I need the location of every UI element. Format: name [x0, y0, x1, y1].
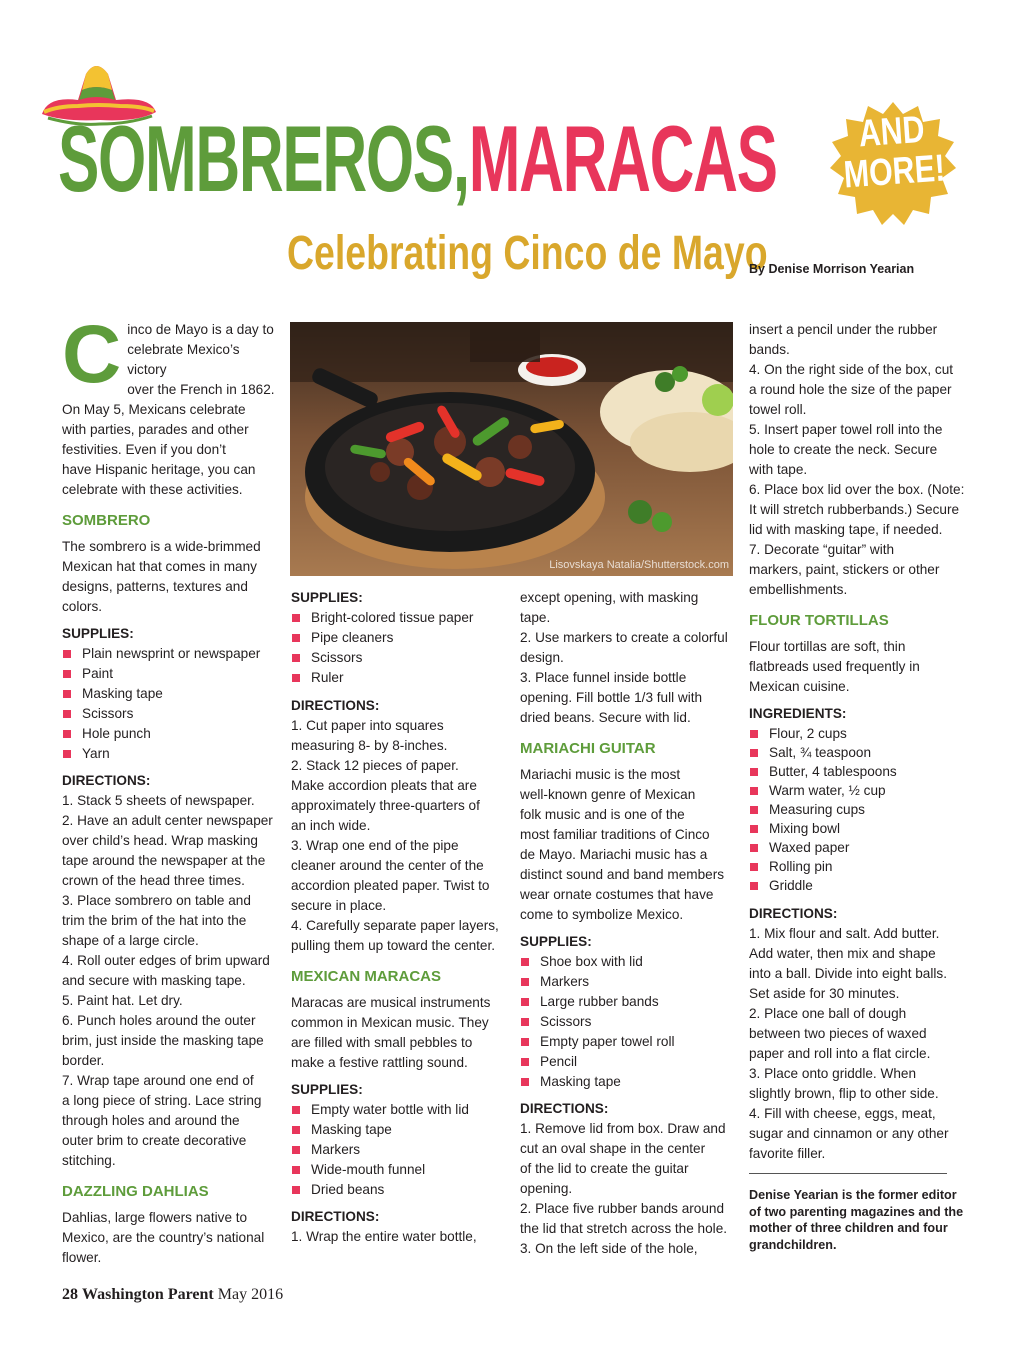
body-line: 2. Stack 12 pieces of paper.	[291, 758, 459, 773]
section-heading-sombrero: SOMBRERO	[62, 512, 151, 529]
body-line: dried beans. Secure with lid.	[520, 710, 691, 725]
badge-text	[825, 108, 960, 197]
list-item: Empty paper towel roll	[520, 1032, 742, 1052]
body-line: 1. Remove lid from box. Draw and	[520, 1121, 726, 1136]
title-part-2: MARACAS	[468, 106, 777, 211]
title-part-1: SOMBREROS,	[58, 106, 469, 211]
body-line: Add water, then mix and shape	[749, 946, 936, 961]
body-line: shape of a large circle.	[62, 933, 199, 948]
body-line: sugar and cinnamon or any other	[749, 1126, 949, 1141]
body-line: 4. Fill with cheese, eggs, meat,	[749, 1106, 936, 1121]
directions-label: DIRECTIONS:	[749, 906, 838, 921]
body-line: Dahlias, large flowers native to	[62, 1210, 248, 1225]
column-2	[291, 588, 513, 1247]
intro-line: inco de Mayo is a day to	[127, 322, 274, 337]
supplies-label: SUPPLIES:	[291, 590, 363, 605]
section-heading-maracas: MEXICAN MARACAS	[291, 968, 441, 985]
body-line: 3. Place funnel inside bottle	[520, 670, 687, 685]
supplies-list	[62, 644, 278, 764]
body-line: an inch wide.	[291, 818, 371, 833]
author-bio: Denise Yearian is the former editor of two parenting magazines and the mother of three children and four grandchildren.	[749, 1188, 964, 1252]
list-item: Empty water bottle with lid	[291, 1100, 513, 1120]
body-line: with tape.	[749, 462, 808, 477]
body-line: approximately three-quarters of	[291, 798, 480, 813]
body-line: opening. Fill bottle 1/3 full with	[520, 690, 703, 705]
body-line: bands.	[749, 342, 790, 357]
body-line: It will stretch rubberbands.) Secure	[749, 502, 960, 517]
body-line: opening.	[520, 1181, 573, 1196]
body-line: 2. Have an adult center newspaper	[62, 813, 273, 828]
list-item: Markers	[520, 972, 742, 992]
body-line: flatbreads used frequently in	[749, 659, 920, 674]
body-line: distinct sound and band members	[520, 867, 725, 882]
body-line: embellishments.	[749, 582, 848, 597]
body-line: and secure with masking tape.	[62, 973, 246, 988]
list-item: Scissors	[520, 1012, 742, 1032]
body-line: trim the brim of the hat into the	[62, 913, 247, 928]
supplies-list	[291, 1100, 513, 1200]
photo-credit: Lisovskaya Natalia/Shutterstock.com	[549, 559, 729, 571]
body-line: stitching.	[62, 1153, 116, 1168]
list-item: Wide-mouth funnel	[291, 1160, 513, 1180]
body-line: well-known genre of Mexican	[520, 787, 696, 802]
intro-line: On May 5, Mexicans celebrate	[62, 402, 246, 417]
list-item: Mixing bowl	[749, 819, 979, 838]
list-item: Masking tape	[520, 1072, 742, 1092]
list-item: Bright-colored tissue paper	[291, 608, 513, 628]
directions-label: DIRECTIONS:	[62, 773, 151, 788]
list-item: Pencil	[520, 1052, 742, 1072]
list-item: Salt, ¾ teaspoon	[749, 743, 979, 762]
body-line: slightly brown, flip to other side.	[749, 1086, 939, 1101]
body-line: over child’s head. Wrap masking	[62, 833, 258, 848]
body-line: 6. Place box lid over the box. (Note:	[749, 482, 965, 497]
directions-label: DIRECTIONS:	[291, 698, 380, 713]
body-line: The sombrero is a wide-brimmed	[62, 539, 261, 554]
list-item: Griddle	[749, 876, 979, 895]
list-item: Shoe box with lid	[520, 952, 742, 972]
body-line: outer brim to create decorative	[62, 1133, 247, 1148]
body-line: the lid that stretch across the hole.	[520, 1221, 728, 1236]
body-line: 5. Paint hat. Let dry.	[62, 993, 183, 1008]
list-item: Ruler	[291, 668, 513, 688]
body-line: make a festive rattling sound.	[291, 1055, 468, 1070]
body-line: Mariachi music is the most	[520, 767, 681, 782]
article-title	[58, 106, 777, 211]
body-line: 2. Place five rubber bands around	[520, 1201, 725, 1216]
body-line: secure in place.	[291, 898, 387, 913]
body-line: 6. Punch holes around the outer	[62, 1013, 256, 1028]
body-line: 4. On the right side of the box, cut	[749, 362, 954, 377]
supplies-list	[520, 952, 742, 1092]
page-number: 28	[62, 1286, 78, 1303]
body-line: through holes and around the	[62, 1113, 240, 1128]
body-line: brim, just inside the masking tape	[62, 1033, 264, 1048]
body-line: 7. Decorate “guitar” with	[749, 542, 895, 557]
body-line: cut an oval shape in the center	[520, 1141, 706, 1156]
badge-line-1: AND	[857, 108, 926, 156]
dropcap: C	[62, 309, 122, 400]
body-line: designs, patterns, textures and	[62, 579, 248, 594]
body-line: Flour tortillas are soft, thin	[749, 639, 906, 654]
body-line: towel roll.	[749, 402, 807, 417]
body-line: 1. Cut paper into squares	[291, 718, 444, 733]
ingredients-list	[749, 724, 979, 895]
body-line: 1. Mix flour and salt. Add butter.	[749, 926, 940, 941]
supplies-label: SUPPLIES:	[62, 626, 134, 641]
article-subtitle: Celebrating Cinco de Mayo	[287, 227, 768, 280]
body-line: 2. Use markers to create a colorful	[520, 630, 728, 645]
directions-label: DIRECTIONS:	[520, 1101, 609, 1116]
body-line: 5. Insert paper towel roll into the	[749, 422, 943, 437]
list-item: Scissors	[62, 704, 278, 724]
list-item: Dried beans	[291, 1180, 513, 1200]
list-item: Warm water, ½ cup	[749, 781, 979, 800]
body-line: wear ornate costumes that have	[520, 887, 714, 902]
intro-line: celebrate with these activities.	[62, 482, 243, 497]
column-1	[62, 309, 278, 1268]
body-line: 1. Wrap the entire water bottle,	[291, 1229, 477, 1244]
body-line: 3. Wrap one end of the pipe	[291, 838, 459, 853]
body-line: Mexico, are the country’s national	[62, 1230, 265, 1245]
section-heading-dahlias: DAZZLING DAHLIAS	[62, 1183, 209, 1200]
body-line: colors.	[62, 599, 103, 614]
body-line: Maracas are musical instruments	[291, 995, 491, 1010]
body-line: 4. Carefully separate paper layers,	[291, 918, 499, 933]
body-line: crown of the head three times.	[62, 873, 245, 888]
intro-line: festivities. Even if you don’t	[62, 442, 226, 457]
body-line: common in Mexican music. They	[291, 1015, 489, 1030]
list-item: Masking tape	[62, 684, 278, 704]
intro-paragraph	[62, 309, 278, 500]
body-line: a round hole the size of the paper	[749, 382, 952, 397]
body-line: tape around the newspaper at the	[62, 853, 266, 868]
column-4	[749, 320, 979, 1164]
list-item: Rolling pin	[749, 857, 979, 876]
body-line: insert a pencil under the rubber	[749, 322, 938, 337]
body-line: 7. Wrap tape around one end of	[62, 1073, 254, 1088]
supplies-list	[291, 608, 513, 688]
body-line: border.	[62, 1053, 105, 1068]
body-line: pulling them up toward the center.	[291, 938, 496, 953]
body-line: 4. Roll outer edges of brim upward	[62, 953, 270, 968]
body-line: measuring 8- by 8-inches.	[291, 738, 448, 753]
body-line: between two pieces of waxed	[749, 1026, 927, 1041]
body-line: de Mayo. Mariachi music has a	[520, 847, 708, 862]
divider	[749, 1173, 947, 1174]
body-line: Mexican hat that comes in many	[62, 559, 257, 574]
body-line: markers, paint, stickers or other	[749, 562, 940, 577]
column-3	[520, 588, 742, 1259]
body-line: 1. Stack 5 sheets of newspaper.	[62, 793, 255, 808]
section-heading-guitar: MARIACHI GUITAR	[520, 740, 656, 757]
body-line: accordion pleated paper. Twist to	[291, 878, 490, 893]
fajitas-image	[290, 322, 733, 576]
fajitas-photo	[290, 322, 733, 576]
publication-name: Washington Parent	[82, 1286, 214, 1303]
issue-date: May 2016	[217, 1286, 284, 1303]
body-line: 3. On the left side of the hole,	[520, 1241, 698, 1256]
body-line: design.	[520, 650, 564, 665]
byline: By Denise Morrison Yearian	[749, 262, 915, 276]
directions-label: DIRECTIONS:	[291, 1209, 380, 1224]
body-line: flower.	[62, 1250, 102, 1265]
list-item: Waxed paper	[749, 838, 979, 857]
body-line: 3. Place onto griddle. When	[749, 1066, 917, 1081]
body-line: come to symbolize Mexico.	[520, 907, 684, 922]
body-line: a long piece of string. Lace string	[62, 1093, 262, 1108]
body-line: folk music and is one of the	[520, 807, 685, 822]
body-line: Make accordion pleats that are	[291, 778, 477, 793]
list-item: Scissors	[291, 648, 513, 668]
body-line: lid with masking tape, if needed.	[749, 522, 943, 537]
badge-line-2: MORE!	[842, 147, 947, 197]
page-footer	[62, 1286, 283, 1304]
list-item: Pipe cleaners	[291, 628, 513, 648]
list-item: Large rubber bands	[520, 992, 742, 1012]
intro-line: have Hispanic heritage, you can	[62, 462, 256, 477]
body-line: 2. Place one ball of dough	[749, 1006, 907, 1021]
body-line: tape.	[520, 610, 551, 625]
list-item: Measuring cups	[749, 800, 979, 819]
intro-line: with parties, parades and other	[62, 422, 249, 437]
list-item: Paint	[62, 664, 278, 684]
supplies-label: SUPPLIES:	[520, 934, 592, 949]
list-item: Flour, 2 cups	[749, 724, 979, 743]
list-item: Butter, 4 tablespoons	[749, 762, 979, 781]
body-line: except opening, with masking	[520, 590, 699, 605]
section-heading-tortillas: FLOUR TORTILLAS	[749, 612, 889, 629]
body-line: 3. Place sombrero on table and	[62, 893, 251, 908]
list-item: Markers	[291, 1140, 513, 1160]
body-line: cleaner around the center of the	[291, 858, 484, 873]
body-line: of the lid to create the guitar	[520, 1161, 689, 1176]
intro-line: celebrate Mexico’s victory	[127, 342, 240, 377]
intro-line: over the French in 1862.	[127, 382, 275, 397]
body-line: hole to create the neck. Secure	[749, 442, 938, 457]
body-line: most familiar traditions of Cinco	[520, 827, 710, 842]
list-item: Masking tape	[291, 1120, 513, 1140]
body-line: favorite filler.	[749, 1146, 826, 1161]
ingredients-label: INGREDIENTS:	[749, 706, 847, 721]
list-item: Yarn	[62, 744, 278, 764]
list-item: Hole punch	[62, 724, 278, 744]
supplies-label: SUPPLIES:	[291, 1082, 363, 1097]
body-line: Mexican cuisine.	[749, 679, 850, 694]
body-line: are filled with small pebbles to	[291, 1035, 473, 1050]
body-line: into a ball. Divide into eight balls.	[749, 966, 947, 981]
list-item: Plain newsprint or newspaper	[62, 644, 278, 664]
body-line: Set aside for 30 minutes.	[749, 986, 900, 1001]
body-line: paper and roll into a flat circle.	[749, 1046, 931, 1061]
